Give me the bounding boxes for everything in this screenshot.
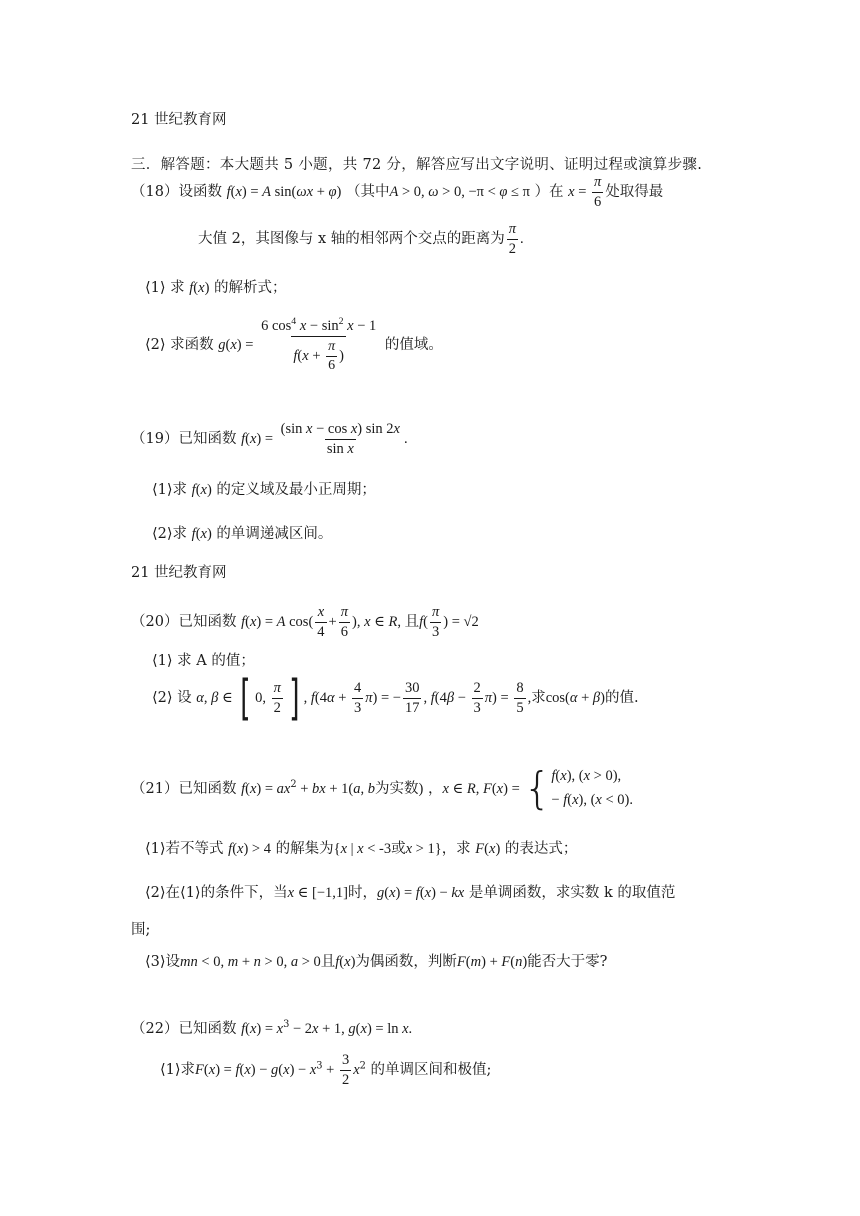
question-number: （18） xyxy=(131,184,179,201)
part-text: 的值. xyxy=(605,690,639,706)
part-text: 求 xyxy=(170,280,185,296)
section-title: 三．解答题：本大题共 5 小题，共 72 分，解答应写出文字说明、证明过程或演算步骤. xyxy=(131,157,703,173)
part-text: 求 xyxy=(180,1062,196,1079)
q20-part2: ⟨2⟩ 设 α, β ∈ [ 0, $\frac{\pi}{2}$ ] , f(4α + $\frac{4}{3}$ π) = − $\frac{30}{17}$ , f(4β − $\frac{2}{3}$ π) = $\frac{8}{5}$ ,求cos(α + β)的值. xyxy=(152,670,639,726)
formula-f: f xyxy=(226,184,231,201)
question-number: （21） xyxy=(131,780,179,797)
question-text: 已知函数 xyxy=(178,431,237,448)
part-tag: ⟨1⟩ xyxy=(152,482,173,498)
part-text: 设 xyxy=(165,954,181,970)
q19-part1: ⟨1⟩求 f(x) 的定义域及最小正周期； xyxy=(152,482,376,498)
part-tag: ⟨2⟩ xyxy=(145,336,166,353)
part-tag: ⟨1⟩ xyxy=(160,1062,181,1079)
part-text: 且 xyxy=(320,954,336,970)
text-at: ）在 xyxy=(534,184,564,201)
part-text: 设 xyxy=(177,690,192,706)
part-tag: ⟨2⟩ xyxy=(152,690,173,706)
q21-part2-cont: 围; xyxy=(131,922,151,938)
part-text: 求函数 xyxy=(170,336,214,353)
fraction-f19: $\frac{\text{(sin x − cos x) sin 2x}}{\text{sin x}}$ xyxy=(280,421,400,457)
watermark-text: 21 世纪教育网 xyxy=(131,112,227,128)
question-text: 大值 2，其图像与 x 轴的相邻两个交点的距离为 xyxy=(198,231,505,248)
part-tag: ⟨1⟩ xyxy=(152,653,173,669)
question-number: （20） xyxy=(131,614,179,631)
question-19: （19）已知函数 f(x) = $\frac{\text{(sin x − cos x) sin 2x}}{\text{sin x}}$ . xyxy=(131,421,408,457)
fraction-pi-6: $\frac{\pi}{6}$ xyxy=(594,174,602,210)
part-text: ，求 xyxy=(441,841,471,857)
question-22: （22）已知函数 $f(x) = x^3 - 2x + 1$, g(x) = ln x. xyxy=(131,1019,413,1037)
part-tag: ⟨2⟩ xyxy=(145,885,166,901)
part-tag: ⟨1⟩ xyxy=(145,280,166,296)
question-text: 设函数 xyxy=(178,184,222,201)
q21-part1: ⟨1⟩若不等式 f(x) > 4 的解集为{x | x < -3或x > 1}，求 F(x) 的表达式； xyxy=(145,841,578,857)
q20-part1 xyxy=(152,649,255,670)
q21-part3: ⟨3⟩设mn < 0, m + n > 0, a > 0且f(x)为偶函数，判断F(m) + F(n)能否大于零? xyxy=(145,954,608,970)
part-text: 若不等式 xyxy=(165,841,224,857)
part-text: 的定义域及最小正周期； xyxy=(216,482,376,498)
part-text: 求 xyxy=(172,526,188,542)
question-number: （19） xyxy=(131,431,179,448)
part-tag: ⟨3⟩ xyxy=(145,954,166,970)
text-tail: 处取得最 xyxy=(605,184,664,201)
q22-part1: ⟨1⟩求$F(x) = f(x) - g(x) - x^3$ + $\frac{3}{2}$ $x^2$ 的单调区间和极值; xyxy=(160,1052,492,1088)
part-text: 的值域。 xyxy=(384,336,443,353)
part-text: 的表达式； xyxy=(504,841,578,857)
part-text: 为偶函数，判断 xyxy=(355,954,457,970)
part-text: 求 xyxy=(172,482,188,498)
fraction-pi-2: $\frac{\pi}{2}$ xyxy=(508,221,516,257)
question-text: 已知函数 xyxy=(178,614,237,631)
q18-part1: ⟨1⟩ 求 f(x) 的解析式； xyxy=(145,280,287,296)
part-text: 能否大于零? xyxy=(527,954,608,970)
text-real: 为实数 xyxy=(374,780,419,797)
question-18: （18）设函数 f(x) = A sin(ωx + φ) （其中A > 0, ω > 0, −π < φ ≤ π ）在 x = $\frac{\pi}{6}$ 处取得最 xyxy=(131,174,664,210)
part-text: 求 A 的值； xyxy=(177,653,255,669)
part-text: 的单调区间和极值; xyxy=(370,1062,492,1079)
part-text: 的单调递减区间。 xyxy=(216,526,333,542)
question-text: 已知函数 xyxy=(178,780,237,797)
part-text: 求 xyxy=(531,690,546,706)
question-number: （22） xyxy=(131,1021,179,1037)
q18-part2: ⟨2⟩ 求函数 g(x) = 6 $\cos^4 x - \sin^2 x - 1$ f(x + $\frac{\pi}{6}$ ) 的值域。 xyxy=(145,316,443,373)
q19-part2: ⟨2⟩求 f(x) 的单调递减区间。 xyxy=(152,526,333,542)
part-text: 是单调函数，求实数 k 的取值范 xyxy=(468,885,676,901)
question-21: （21）已知函数 $f(x) = ax^2$ + bx + 1(a, b为实数) ，x ∈ R, F(x) = { f(x), (x > 0), − f(x), (x < 0). xyxy=(131,762,633,814)
part-tag: ⟨2⟩ xyxy=(152,526,173,542)
condition-text: （其中 xyxy=(345,184,390,201)
question-20: （20）已知函数 f(x) = A cos( $\frac{x}{4}$ + $\frac{\pi}{6}$ ), x ∈ R, 且f( $\frac{\pi}{3}$ ) = √2 xyxy=(131,604,479,640)
part-tag: ⟨1⟩ xyxy=(145,841,166,857)
part-text: 的解析式； xyxy=(214,280,287,296)
part-text: 在⟨1⟩的条件下，当 xyxy=(165,885,288,901)
q21-part2: ⟨2⟩在⟨1⟩的条件下，当x ∈ [−1,1]时，g(x) = f(x) − kx 是单调函数，求实数 k 的取值范 xyxy=(145,885,676,901)
part-text: 时， xyxy=(347,885,377,901)
part-text: 的解集为 xyxy=(275,841,334,857)
watermark-text: 21 世纪教育网 xyxy=(131,565,227,581)
question-18-line2: 大值 2，其图像与 x 轴的相邻两个交点的距离为 $\frac{\pi}{2}$ . xyxy=(198,221,524,257)
question-text: 已知函数 xyxy=(178,1021,237,1037)
fraction-g: 6 $\cos^4 x - \sin^2 x - 1$ f(x + $\frac{\pi}{6}$ ) xyxy=(261,316,377,373)
